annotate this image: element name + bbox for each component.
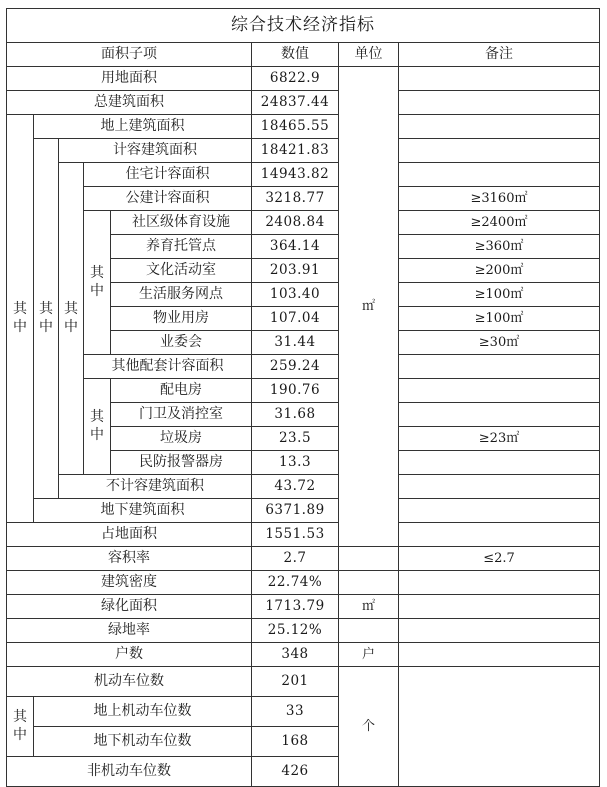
row-note	[399, 163, 600, 187]
qizhong-label-parking: 其中	[7, 697, 34, 757]
row-note	[399, 403, 600, 427]
row-note	[399, 91, 600, 115]
header-note: 备注	[399, 43, 600, 67]
row-value: 24837.44	[252, 91, 339, 115]
header-value: 数值	[252, 43, 339, 67]
row-value: 18465.55	[252, 115, 339, 139]
row-label: 地下机动车位数	[34, 727, 252, 757]
row-label: 公建计容面积	[84, 187, 252, 211]
row-value: 364.14	[252, 235, 339, 259]
row-label: 计容建筑面积	[59, 139, 252, 163]
row-value: 6822.9	[252, 67, 339, 91]
row-value: 201	[252, 667, 339, 697]
row-value: 31.44	[252, 331, 339, 355]
row-value: 33	[252, 697, 339, 727]
row-note	[399, 571, 600, 595]
row-note	[399, 451, 600, 475]
row-value: 348	[252, 643, 339, 667]
row-note: ≥3160㎡	[399, 187, 600, 211]
row-value: 22.74%	[252, 571, 339, 595]
row-value: 2.7	[252, 547, 339, 571]
row-note	[399, 475, 600, 499]
row-label: 业委会	[111, 331, 252, 355]
row-value: 31.68	[252, 403, 339, 427]
row-value: 2408.84	[252, 211, 339, 235]
unit-ge-cell: 个	[339, 667, 399, 787]
header-item: 面积子项	[7, 43, 252, 67]
row-label: 其他配套计容面积	[84, 355, 252, 379]
row-note: ≥100㎡	[399, 307, 600, 331]
row-value: 1551.53	[252, 523, 339, 547]
row-note: ≤2.7	[399, 547, 600, 571]
row-label: 容积率	[7, 547, 252, 571]
row-label: 配电房	[111, 379, 252, 403]
row-note: ≥360㎡	[399, 235, 600, 259]
row-label: 非机动车位数	[7, 757, 252, 787]
row-note	[399, 619, 600, 643]
qizhong-label-level3: 其中	[59, 163, 84, 475]
row-label: 垃圾房	[111, 427, 252, 451]
row-value: 18421.83	[252, 139, 339, 163]
row-value: 14943.82	[252, 163, 339, 187]
qizhong-label-level2: 其中	[34, 139, 59, 499]
row-note: ≥23㎡	[399, 427, 600, 451]
row-value: 25.12%	[252, 619, 339, 643]
row-label: 文化活动室	[111, 259, 252, 283]
qizhong-label-level1: 其中	[7, 115, 34, 523]
row-label: 民防报警器房	[111, 451, 252, 475]
row-note	[399, 139, 600, 163]
row-label: 机动车位数	[7, 667, 252, 697]
unit-m2-cell: ㎡	[339, 67, 399, 547]
qizhong-label-public: 其中	[84, 211, 111, 355]
row-value: 1713.79	[252, 595, 339, 619]
row-note: ≥100㎡	[399, 283, 600, 307]
row-note	[399, 355, 600, 379]
row-unit	[339, 571, 399, 595]
row-label: 不计容建筑面积	[59, 475, 252, 499]
row-value: 426	[252, 757, 339, 787]
row-label: 物业用房	[111, 307, 252, 331]
row-value: 43.72	[252, 475, 339, 499]
row-note	[399, 523, 600, 547]
row-value: 103.40	[252, 283, 339, 307]
row-unit: 户	[339, 643, 399, 667]
row-note	[399, 595, 600, 619]
header-unit: 单位	[339, 43, 399, 67]
row-label: 占地面积	[7, 523, 252, 547]
row-label: 绿化面积	[7, 595, 252, 619]
row-label: 地下建筑面积	[34, 499, 252, 523]
row-label: 总建筑面积	[7, 91, 252, 115]
row-unit: ㎡	[339, 595, 399, 619]
row-value: 203.91	[252, 259, 339, 283]
row-note	[399, 643, 600, 667]
row-note	[399, 67, 600, 91]
row-unit	[339, 619, 399, 643]
row-unit	[339, 547, 399, 571]
row-label: 生活服务网点	[111, 283, 252, 307]
row-note	[399, 667, 600, 787]
row-label: 地上建筑面积	[34, 115, 252, 139]
technical-economic-indicators-table	[6, 8, 600, 787]
row-value: 23.5	[252, 427, 339, 451]
row-label: 养育托管点	[111, 235, 252, 259]
row-value: 6371.89	[252, 499, 339, 523]
row-label: 绿地率	[7, 619, 252, 643]
row-label: 地上机动车位数	[34, 697, 252, 727]
row-value: 190.76	[252, 379, 339, 403]
row-label: 用地面积	[7, 67, 252, 91]
row-note	[399, 115, 600, 139]
row-label: 住宅计容面积	[84, 163, 252, 187]
row-note: ≥200㎡	[399, 259, 600, 283]
row-note	[399, 379, 600, 403]
row-label: 门卫及消控室	[111, 403, 252, 427]
row-note: ≥2400㎡	[399, 211, 600, 235]
qizhong-label-support: 其中	[84, 379, 111, 475]
row-note	[399, 499, 600, 523]
row-value: 259.24	[252, 355, 339, 379]
table-title: 综合技术经济指标	[7, 9, 600, 43]
row-value: 107.04	[252, 307, 339, 331]
row-value: 13.3	[252, 451, 339, 475]
row-value: 3218.77	[252, 187, 339, 211]
row-value: 168	[252, 727, 339, 757]
row-label: 社区级体育设施	[111, 211, 252, 235]
row-label: 户数	[7, 643, 252, 667]
row-note: ≥30㎡	[399, 331, 600, 355]
row-label: 建筑密度	[7, 571, 252, 595]
